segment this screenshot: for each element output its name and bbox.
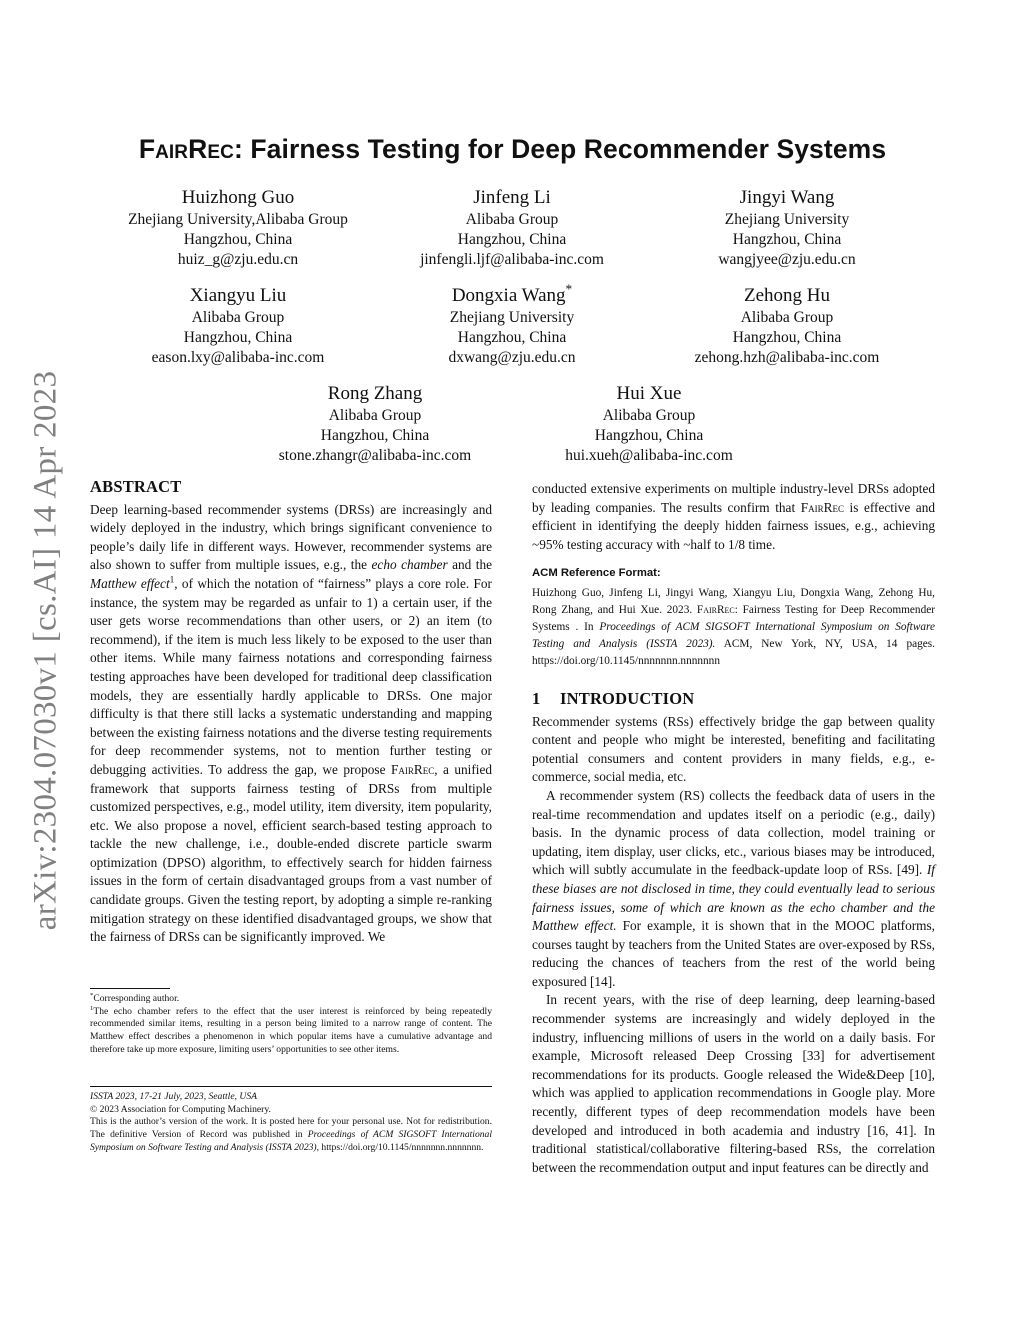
intro-paragraph: Recommender systems (RSs) effectively bridge the gap between quality content and people who might be interested, benefiting and facilitating potential consumers and content providers in many fields, e.g., e-commerce, social media, etc. — [532, 713, 935, 785]
author-affiliation: Zhejiang University — [449, 309, 575, 326]
notice-text: This is the author’s version of the work. It is posted here for your personal use. Not for redistribution. The definitive Version of Record was published in — [90, 1116, 492, 1141]
fairrec-name: FairRec — [800, 499, 844, 515]
copyright-block — [90, 1091, 492, 1155]
author-email: zehong.hzh@alibaba-inc.com — [694, 349, 880, 366]
footnote-divider — [90, 988, 170, 989]
title-brand-a: Fair — [138, 134, 189, 164]
acm-reference — [532, 585, 935, 670]
section-title: INTRODUCTION — [560, 688, 695, 708]
doi-link[interactable]: , https://doi.org/10.1145/nnnnnnn.nnnnnnn. — [316, 1141, 484, 1153]
author-email: eason.lxy@alibaba-inc.com — [151, 349, 325, 366]
introduction-heading — [532, 690, 935, 709]
author-email: stone.zhangr@alibaba-inc.com — [278, 447, 472, 464]
reference-doi[interactable]: ACM, New York, NY, USA, 14 pages. https://doi.org/10.1145/nnnnnnn.nnnnnnn — [532, 637, 935, 667]
author-block — [362, 187, 662, 270]
notice-venue: Proceedings of ACM SIGSOFT International Symposium on Software Testing and Analysis (ISSTA 2023) — [90, 1129, 493, 1153]
author-location: Hangzhou, China — [732, 329, 842, 346]
intro-paragraph — [532, 787, 935, 992]
abstract-heading: ABSTRACT — [90, 477, 182, 496]
author-email: huiz_g@zju.edu.cn — [177, 251, 299, 268]
title-rest: : Fairness Testing for Deep Recommender Systems — [233, 134, 887, 164]
author-block — [637, 187, 937, 270]
author-name: Zehong Hu — [743, 285, 830, 306]
reference-text: Huizhong Guo, Jinfeng Li, Jingyi Wang, Xiangyu Liu, Dongxia Wang, Zehong Hu, Rong Zhang, and Hui Xue. 2023. — [532, 586, 935, 616]
copyright-line: © 2023 Association for Computing Machinery. — [90, 1103, 271, 1115]
author-affiliation: Alibaba Group — [740, 309, 834, 326]
arxiv-side-stamp — [18, 360, 74, 940]
author-email: wangjyee@zju.edu.cn — [718, 251, 856, 268]
section-number: 1 — [532, 688, 541, 708]
footnote-ref[interactable]: 1 — [169, 575, 175, 586]
footnote-1 — [90, 1006, 492, 1057]
author-affiliation: Zhejiang University — [724, 211, 850, 228]
author-affiliation: Alibaba Group — [602, 407, 696, 424]
author-location: Hangzhou, China — [457, 231, 567, 248]
abstract-text: Deep learning-based recommender systems (DRSs) are increasingly and widely deployed in the industry, which brings significant convenience to people’s daily life in different ways. However, recommender systems are also shown to suffer from multiple issues, e.g., the — [90, 501, 492, 573]
abstract-text: conducted extensive experiments on multiple industry-level DRSs adopted by leading companies. The results confirm that — [532, 481, 935, 515]
author-name: Jinfeng Li — [473, 187, 551, 208]
paper-title — [90, 134, 935, 165]
matthew-effect-term: Matthew effect — [90, 575, 170, 591]
author-email: hui.xueh@alibaba-inc.com — [565, 447, 733, 464]
abstract-text: , of which the notation of “fairness” plays a core role. For instance, the system may be regarded as unfair to 1) a certain user, if the user gets worse recommendations than other users, or 2) an item (to recommend), if the item is much less likely to be exposed to the user than other items. While many fairness notations and corresponding fairness testing approaches have been developed for traditional deep classification models, they are essentially hardly applicable to DRSs. One major difficulty is that there still lacks a systematic understanding and mapping between the existing fairness notations and the diverse testing requirements for deep recommender systems, not to mention further testing or debugging activities. To address the gap, we propose — [90, 575, 492, 777]
abstract-text: and the — [447, 557, 493, 573]
footnote-text: Corresponding author. — [93, 993, 180, 1004]
abstract-continuation — [532, 480, 935, 554]
author-email: jinfengli.ljf@alibaba-inc.com — [420, 251, 604, 268]
author-location: Hangzhou, China — [183, 329, 293, 346]
author-name: Hui Xue — [616, 383, 682, 404]
author-location: Hangzhou, China — [320, 427, 430, 444]
author-name: Jingyi Wang — [739, 187, 835, 208]
author-name: Huizhong Guo — [181, 187, 295, 208]
fairrec-name: FairRec — [696, 603, 735, 616]
author-block — [362, 281, 662, 368]
author-location: Hangzhou, China — [594, 427, 704, 444]
author-affiliation: Alibaba Group — [465, 211, 559, 228]
reference-text: : Fairness Testing for Deep Recommender Systems . In — [532, 603, 936, 633]
author-location: Hangzhou, China — [732, 231, 842, 248]
conference-info: ISSTA 2023, 17-21 July, 2023, Seattle, USA — [90, 1091, 257, 1102]
author-name: Dongxia Wang — [451, 285, 566, 306]
author-block — [88, 285, 388, 368]
fairrec-name: FairRec — [390, 761, 435, 777]
author-affiliation: Alibaba Group — [328, 407, 422, 424]
copyright-divider — [90, 1086, 492, 1087]
author-name: Rong Zhang — [327, 383, 423, 404]
reference-venue: Proceedings of ACM SIGSOFT International Symposium on Software Testing and Analysis (ISSTA 2023). — [532, 620, 935, 650]
author-affiliation: Zhejiang University,Alibaba Group — [128, 211, 348, 228]
acm-reference-heading: ACM Reference Format: — [532, 567, 661, 580]
footnote-mark: 1 — [90, 1004, 94, 1012]
intro-text: A recommender system (RS) collects the feedback data of users in the real-time recommendation and updates itself on a periodic (e.g., daily) basis. In the dynamic process of data collection, model training or updating, item display, user clicks, etc., various biases may be introduced, which will subtly accumulate in the feedback-update loop of RSs. [49]. — [532, 787, 935, 878]
version-notice — [90, 1116, 492, 1154]
echo-chamber-term: echo chamber — [371, 557, 448, 573]
footnote-corresponding — [90, 993, 492, 1006]
author-affiliation: Alibaba Group — [191, 309, 285, 326]
author-location: Hangzhou, China — [457, 329, 567, 346]
intro-text: For example, it is shown that in the MOOC platforms, courses taught by teachers from the United States are over-exposed by RSs, reducing the chances of teachers from the rest of the world being exposured [14]. — [532, 918, 935, 989]
footnotes — [90, 993, 492, 1057]
abstract-text: is effective and efficient in identifying the deeply hidden fairness issues, e.g., achieving ~95% testing accuracy with ~half to 1/8 time. — [532, 499, 935, 552]
abstract-paragraph — [90, 501, 492, 947]
author-block — [499, 383, 799, 466]
author-email: dxwang@zju.edu.cn — [448, 349, 576, 366]
left-column — [90, 478, 492, 947]
abstract-text: , a unified framework that supports fairness testing of DRSs from multiple customized perspectives, e.g., model utility, item diversity, item popularity, etc. We also propose a novel, efficient search-based testing approach to tackle the new challenge, i.e., double-ended discrete particle swarm optimization (DPSO) algorithm, to effectively search for hidden fairness issues in the form of certain disadvantaged groups from a vast number of candidate groups. Given the testing report, by adopting a simple re-ranking mitigation strategy on these identified disadvantaged groups, we show that the fairness of DRSs can be significantly improved. We — [90, 761, 492, 945]
author-block — [225, 383, 525, 466]
intro-emphasis: If these biases are not disclosed in time, they could eventually lead to serious fairness issues, some of which are known as the echo chamber and the Matthew effect. — [532, 862, 935, 934]
footnote-text: The echo chamber refers to the effect that the user interest is reinforced by being repeatedly recommended similar items, resulting in a person being limited to a narrow range of content. The Matthew effect describes a phenomenon in which popular items have a cumulative advantage and therefore take up more exposure, limiting users’ opportunities to see other items. — [90, 1005, 492, 1055]
intro-paragraph: In recent years, with the rise of deep learning, deep learning-based recommender systems are increasingly and widely deployed in the industry, influencing millions of users in the world on a daily basis. For example, Microsoft released Deep Crossing [33] for advertisement recommendations for its products. Google released the Wide&Deep [10], which was applied to application recommendations in Google play. More recently, different types of deep recommendation models have been developed and introduced in both academia and industry [16, 41]. In traditional statistical/collaborative filtering-based RSs, the correlation between the recommendation output and input features can be directly and — [532, 992, 935, 1175]
author-block — [88, 187, 388, 270]
arxiv-id: arXiv:2304.07030v1 [cs.AI] 14 Apr 2023 — [27, 370, 64, 930]
right-column — [532, 480, 935, 1177]
author-name: Xiangyu Liu — [189, 285, 287, 306]
title-brand-b: Rec — [188, 134, 234, 164]
author-block — [637, 285, 937, 368]
author-location: Hangzhou, China — [183, 231, 293, 248]
corresponding-mark: * — [565, 281, 573, 297]
footnote-mark: * — [90, 991, 94, 999]
